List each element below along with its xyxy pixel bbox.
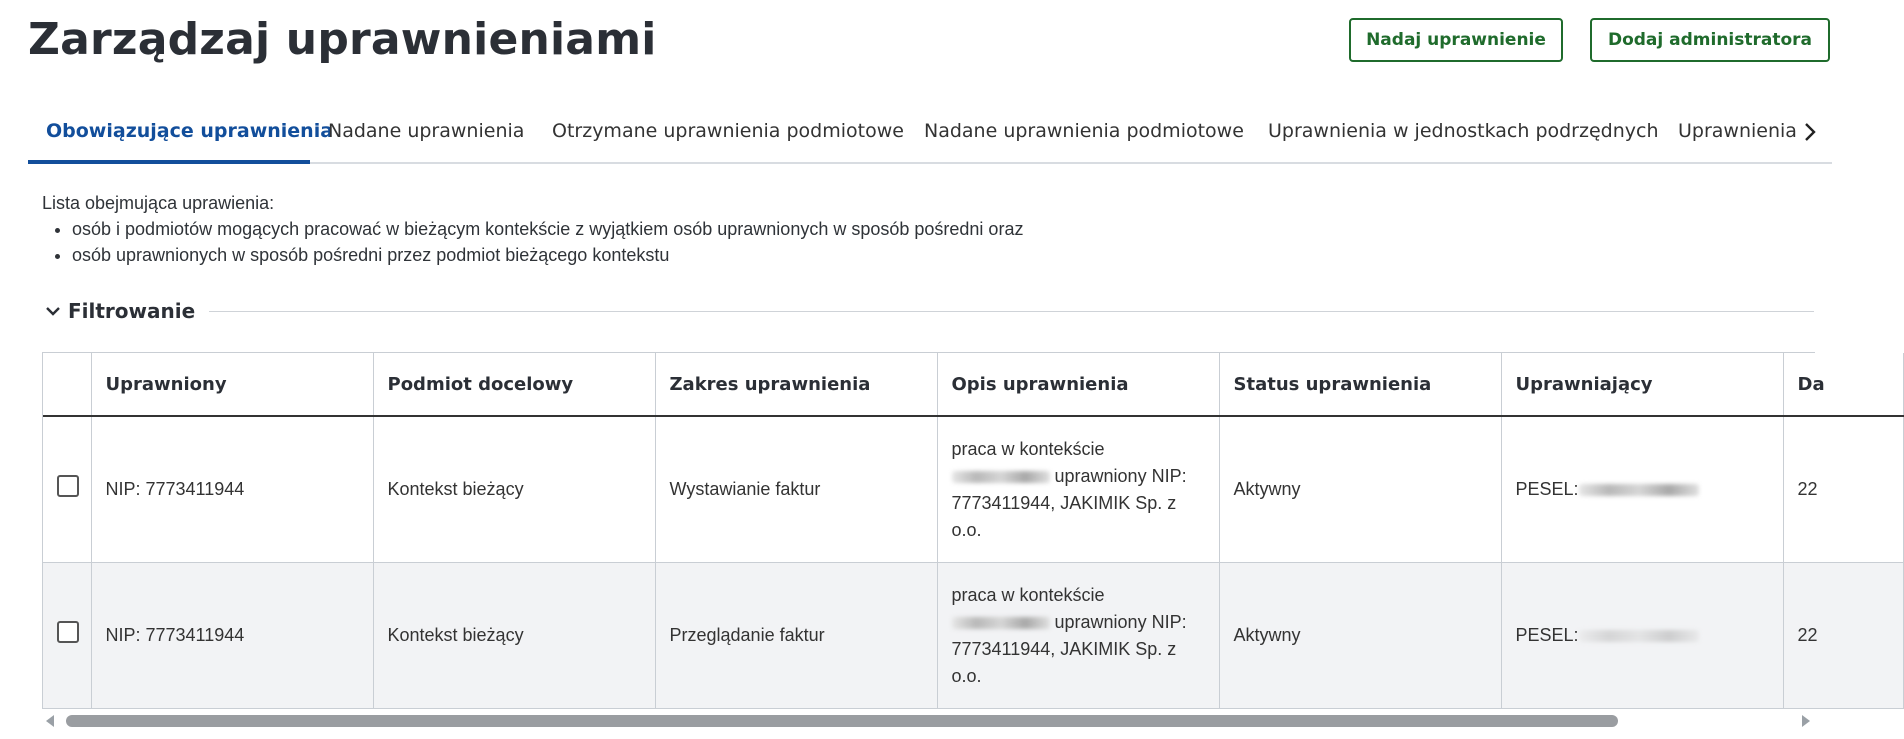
chevron-right-icon xyxy=(1802,122,1818,142)
opis-suffix: uprawniony NIP: 7773411944, JAKIMIK Sp. z o.o. xyxy=(951,465,1187,540)
cell-podmiot: Kontekst bieżący xyxy=(373,416,655,563)
chevron-down-icon[interactable] xyxy=(44,302,62,320)
filter-divider xyxy=(209,311,1814,312)
add-administrator-button[interactable]: Dodaj administratora xyxy=(1590,18,1830,62)
cell-uprawniony: NIP: 7773411944 xyxy=(91,416,373,563)
row-select-cell xyxy=(43,416,91,563)
tab-granted-permissions[interactable]: Nadane uprawnienia xyxy=(328,120,525,142)
column-header[interactable]: Opis uprawnienia xyxy=(937,353,1219,416)
opis-prefix: praca w kontekście xyxy=(951,584,1105,605)
tab-subunit-permissions[interactable]: Uprawnienia w jednostkach podrzędnych xyxy=(1268,120,1659,142)
column-header[interactable]: Da xyxy=(1783,353,1903,416)
redacted-value xyxy=(1579,630,1699,642)
tab-more-permissions[interactable]: Uprawnienia xyxy=(1678,120,1797,142)
cell-uprawniajacy xyxy=(1501,563,1783,709)
row-checkbox[interactable] xyxy=(57,475,79,497)
intro-text xyxy=(42,190,1023,268)
column-header[interactable]: Status uprawnienia xyxy=(1219,353,1501,416)
intro-list xyxy=(42,216,1023,268)
active-tab-indicator xyxy=(28,160,310,164)
cell-uprawniony: NIP: 7773411944 xyxy=(91,563,373,709)
tab-received-entity-permissions[interactable]: Otrzymane uprawnienia podmiotowe xyxy=(552,120,904,142)
tab-bar xyxy=(28,108,1832,164)
redacted-value xyxy=(952,617,1050,629)
cell-data: 22 xyxy=(1783,416,1903,563)
select-column-header xyxy=(43,353,91,416)
cell-status: Aktywny xyxy=(1219,563,1501,709)
tab-current-permissions[interactable]: Obowiązujące uprawnienia xyxy=(46,120,334,142)
intro-heading: Lista obejmująca uprawienia: xyxy=(42,193,275,213)
tab-granted-entity-permissions[interactable]: Nadane uprawnienia podmiotowe xyxy=(924,120,1244,142)
permissions-table xyxy=(42,352,1825,709)
column-header[interactable]: Uprawniający xyxy=(1501,353,1783,416)
column-header[interactable]: Podmiot docelowy xyxy=(373,353,655,416)
page-title: Zarządzaj uprawnieniami xyxy=(28,14,657,65)
pesel-label: PESEL: xyxy=(1515,479,1579,499)
cell-zakres: Przeglądanie faktur xyxy=(655,563,937,709)
intro-bullet: • osób uprawnionych w sposób pośredni przez podmiot bieżącego kontekstu xyxy=(72,242,1023,268)
horizontal-scrollbar[interactable] xyxy=(42,712,1814,730)
cell-uprawniajacy xyxy=(1501,416,1783,563)
redacted-value xyxy=(1579,484,1699,496)
scrollbar-thumb[interactable] xyxy=(66,715,1618,727)
cell-data: 22 xyxy=(1783,563,1903,709)
table-row xyxy=(43,416,1903,563)
pesel-label: PESEL: xyxy=(1515,625,1579,645)
row-select-cell xyxy=(43,563,91,709)
redacted-value xyxy=(952,471,1050,483)
intro-bullet: • osób i podmiotów mogących pracować w bieżącym kontekście z wyjątkiem osób uprawnionych w sposób pośredni oraz xyxy=(72,216,1023,242)
cell-podmiot: Kontekst bieżący xyxy=(373,563,655,709)
cell-zakres: Wystawianie faktur xyxy=(655,416,937,563)
opis-suffix: uprawniony NIP: 7773411944, JAKIMIK Sp. z o.o. xyxy=(951,611,1187,686)
tab-next-button[interactable] xyxy=(1796,118,1824,146)
scroll-left-icon[interactable] xyxy=(46,715,54,727)
grant-permission-button[interactable]: Nadaj uprawnienie xyxy=(1349,18,1563,62)
row-checkbox[interactable] xyxy=(57,621,79,643)
filter-section xyxy=(44,296,1814,326)
column-header[interactable]: Zakres uprawnienia xyxy=(655,353,937,416)
column-header[interactable]: Uprawniony xyxy=(91,353,373,416)
table-header-row xyxy=(43,353,1903,416)
opis-prefix: praca w kontekście xyxy=(951,438,1105,459)
table-row xyxy=(43,563,1903,709)
scroll-right-icon[interactable] xyxy=(1802,715,1810,727)
cell-opis xyxy=(937,563,1219,709)
cell-opis xyxy=(937,416,1219,563)
cell-status: Aktywny xyxy=(1219,416,1501,563)
filter-toggle[interactable]: Filtrowanie xyxy=(68,299,196,323)
